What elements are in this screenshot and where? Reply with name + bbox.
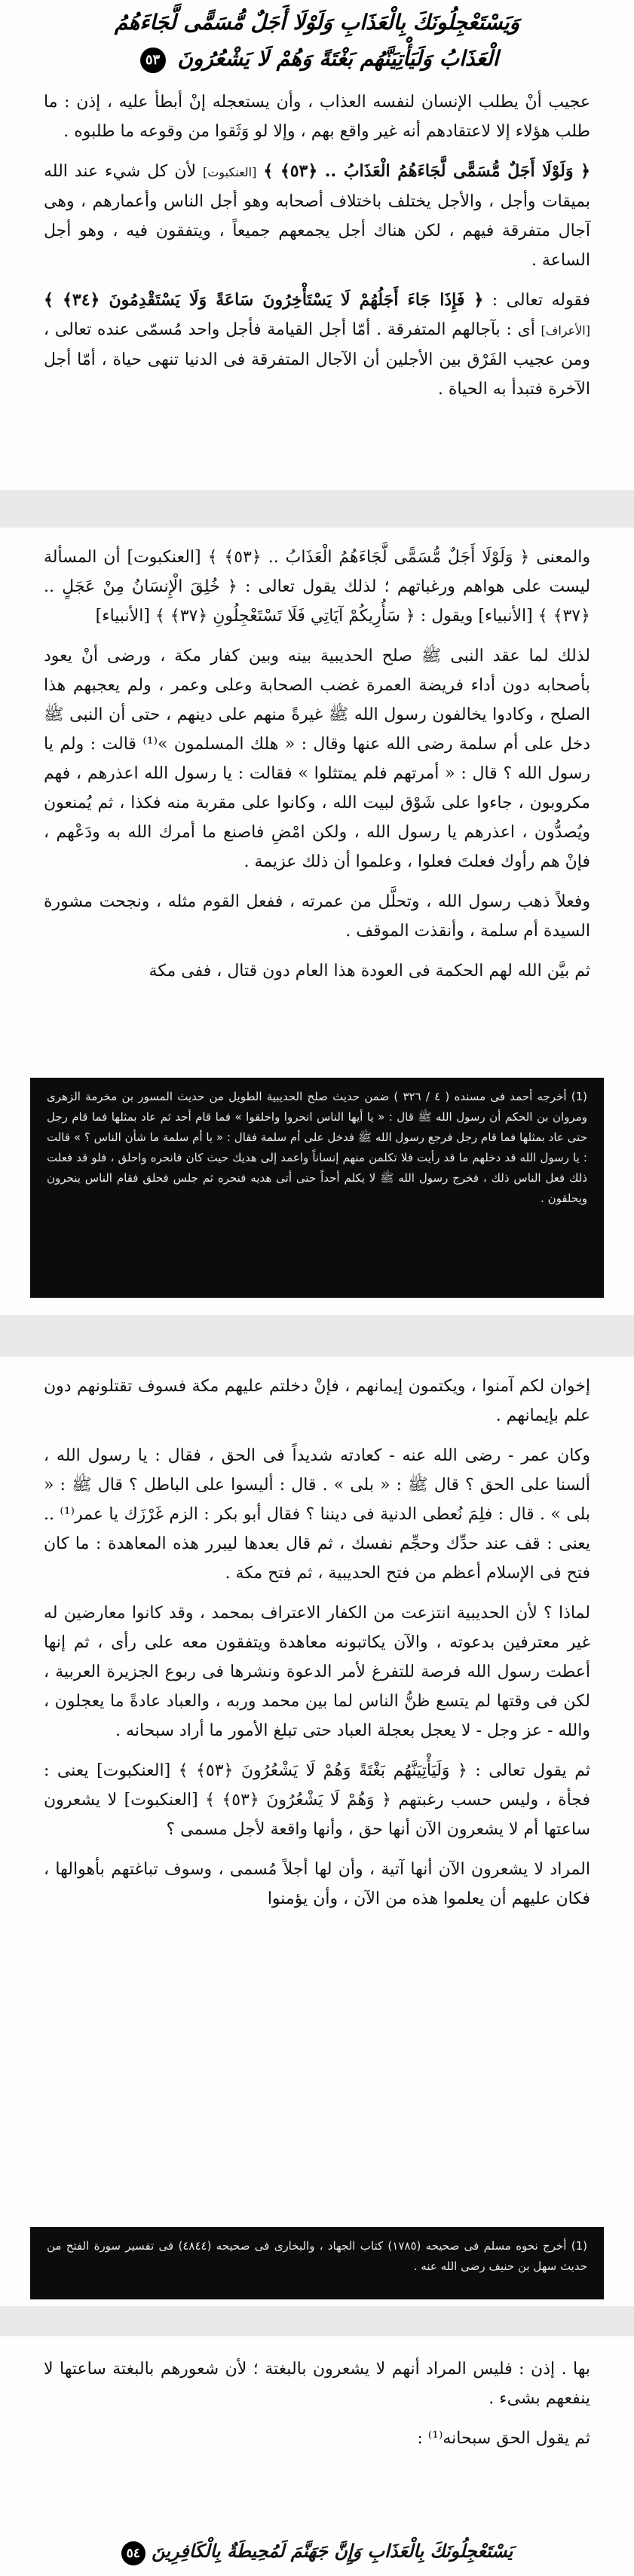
- page-gap: [0, 1315, 634, 1357]
- paragraph: وفعلاً ذهب رسول الله ، وتحلَّل من عمرته ، ففعل القوم مثله ، ونجحت مشورة السيدة أم سلمة ، وأنقذت الموقف .: [44, 892, 590, 941]
- quran-quote: ﴿ فَإِذَا جَاءَ أَجَلُهُمْ لَا يَسْتَأْخِرُونَ سَاعَةً وَلَا يَسْتَقْدِمُونَ ﴿٣٤﴾ ﴾: [44, 290, 484, 310]
- paragraph: عجيب أنْ يطلب الإنسان لنفسه العذاب ، وأن يستعجله إنْ أبطأ عليه ، إذن : ما طلب هؤلاء إلا لاعتقادهم أنه غير واقع بهم ، وإلا لو وَثَقوا من وقوعه ما طلبوه .: [44, 93, 590, 141]
- paragraph-text: لأن كل شيء عند الله بميقات وأجل ، والأجل يختلف باختلاف أصحابه وهو أجل الناس وأعمارهم ، وهى آجال متفرقة فيهم ، لكن هناك أجل يجمعهم جميعاً ، ويتفقون فيه ، وهو أجل الساعة .: [44, 162, 590, 270]
- page-gap: [0, 2306, 634, 2336]
- paragraph: بها . إذن : فليس المراد أنهم لا يشعرون بالبغتة ؛ لأن شعورهم بالبغتة ساعتها لا ينفعهم بشىء .: [44, 2360, 590, 2408]
- verse-number-badge: ٥٤: [121, 2541, 145, 2565]
- banner-line-1: وَيَسْتَعْجِلُونَكَ بِالْعَذَابِ وَلَوْلَا أَجَلٌ مُّسَمًّى لَّجَاءَهُمُ: [114, 10, 520, 35]
- verse-number-badge: ٥٣: [140, 47, 166, 73]
- footnote-box: (1) أخرج نحوه مسلم فى صحيحه (١٧٨٥) كتاب الجهاد ، والبخارى فى صحيحه (٤٨٤٤) فى تفسير سورة الفتح من حديث سهل بن حنيف رضى الله عنه .: [30, 2227, 604, 2299]
- paragraph: المراد لا يشعرون الآن أنها آتية ، وأن لها أجلاً مُسمى ، وسوف تباغتهم بأهوالها ، فكان عليهم أن يعلموا هذه من الآن ، وأن يؤمنوا: [44, 1860, 590, 1908]
- page-3: [0, 1357, 634, 2306]
- paragraph: [44, 157, 590, 275]
- paragraph: لماذا ؟ لأن الحديبية انتزعت من الكفار الاعتراف بمحمد ، وقد كانوا معارضين له غير معترفين بدعوته ، والآن يكاتبونه معاهدة ويتفقون معه على رأى ، ثم إنها أعطت رسول الله فرصة للتفرغ لأمر الدعوة ونشرها فى ربوع الجزيرة العربية ، لكن فى وقتها لم يتسع ظنُّ الناس لما بين محمد وربه ، والعباد عادةً ما يعجلون ، والله - عز وجل - لا يعجل بعجلة العباد حتى تبلغ الأمور ما أراد سبحانه .: [44, 1604, 590, 1740]
- page-4: [0, 2336, 634, 2576]
- paragraph: والمعنى ﴿ وَلَوْلَا أَجَلٌ مُّسَمًّى لَّجَاءَهُمُ الْعَذَابُ .. ﴿٥٣﴾ ﴾ [العنكبوت] أن المسألة ليست على هواهم ورغباتهم ؛ لذلك يقول تعالى : ﴿ خُلِقَ الْإِنسَانُ مِنْ عَجَلٍ .. ﴿٣٧﴾ ﴾ [الأنبياء] ويقول : ﴿ سَأُرِيكُمْ آيَاتِي فَلَا تَسْتَعْجِلُونِ ﴿٣٧﴾ ﴾ [الأنبياء]: [44, 548, 590, 626]
- quran-quote: ﴿ وَلَوْلَا أَجَلٌ مُّسَمًّى لَّجَاءَهُمُ الْعَذَابُ .. ﴿٥٣﴾ ﴾: [263, 161, 590, 181]
- surah-reference: [الأعراف]: [541, 323, 590, 338]
- paragraph: ثم يقول الحق سبحانه⁽¹⁾ :: [417, 2429, 590, 2448]
- paragraph: إخوان لكم آمنوا ، ويكتمون إيمانهم ، فإنْ دخلتم عليهم مكة فسوف تقتلونهم دون علم بإيمانهم .: [44, 1377, 590, 1425]
- page-gap: [0, 490, 634, 528]
- paragraph: ثم بيَّن الله لهم الحكمة فى العودة هذا العام دون قتال ، ففى مكة: [149, 962, 590, 981]
- banner-line-2-text: الْعَذَابُ وَلَيَأْتِيَنَّهُم بَغْتَةً وَهُمْ لَا يَشْعُرُونَ: [177, 46, 499, 71]
- paragraph: وكان عمر - رضى الله عنه - كعادته شديداً فى الحق ، فقال : يا رسول الله ، ألسنا على الحق ؟ قال ﷺ : « بلى » . قال : أليسوا على الباطل ؟ قال ﷺ : « بلى » . قال : فلِمَ نُعطى الدنية فى ديننا ؟ فقال أبو بكر : الزم غَرْزَك يا عمر⁽¹⁾ .. يعنى : قف عند حدِّك وحجِّم نفسك ، ثم قال بعدها ليبرر هذه المعاهدة : ما كان فتح فى الإسلام أعظم من فتح الحديبية ، ثم فتح مكة .: [44, 1446, 590, 1583]
- verse-banner: [44, 2540, 590, 2565]
- page-1: [0, 0, 634, 490]
- paragraph: ثم يقول تعالى : ﴿ وَلَيَأْتِيَنَّهُم بَغْتَةً وَهُمْ لَا يَشْعُرُونَ ﴿٥٣﴾ ﴾ [العنكبوت] يعنى : فجأة ، وليس حسب رغبتهم ﴿ وَهُمْ لَا يَشْعُرُونَ ﴿٥٣﴾ ﴾ [العنكبوت] لا يشعرون ساعتها أم لا يشعرون الآن أنها حق ، وأنها واقعة لأجل مسمى ؟: [44, 1761, 590, 1839]
- verse-banner: [44, 0, 590, 77]
- banner-line-2: [44, 41, 590, 77]
- surah-reference: [العنكبوت]: [203, 165, 257, 179]
- paragraph: [44, 286, 590, 404]
- paragraph-text: أى : بآجالهم المتفرقة . أمّا أجل القيامة فأجل واحد مُسمّى عنده تعالى ، ومن عجيب الفَرْق بين الأجلين أن الآجال المتفرقة فى الدنيا تنهى حياة ، أمّا أجل الآخرة فتبدأ به الحياة .: [44, 320, 590, 399]
- footnote-box: (1) أخرجه أحمد فى مسنده ( ٤ / ٣٢٦ ) ضمن حديث صلح الحديبية الطويل من حديث المسور بن مخرمة الزهرى ومروان بن الحكم أن رسول الله ﷺ قال : « يا أيها الناس انحروا واحلقوا » فما قام أحد ثم عاد بمثلها فما قام رجل حتى عاد بمثلها فما قام رجل فرجع رسول الله ﷺ فدخل على أم سلمة فقال : « يا أم سلمة ما شأن الناس ؟ » قالت : يا رسول الله قد دخلهم ما قد رأيت فلا تكلمن منهم إنساناً واعمد إلى هديك حيث كان فانحره واحلق ، فلو قد فعلت ذلك فعل الناس ذلك ، فخرج رسول الله ﷺ لا يكلم أحداً حتى أتى هديه فنحره ثم جلس فحلق فقام الناس ينحرون ويحلقون .: [30, 1078, 604, 1298]
- banner-text: يَسْتَعْجِلُونَكَ بِالْعَذَابِ وَإِنَّ جَهَنَّمَ لَمُحِيطَةٌ بِالْكَافِرِينَ: [152, 2540, 513, 2562]
- paragraph-lead: فقوله تعالى :: [492, 291, 590, 310]
- paragraph: لذلك لما عقد النبى ﷺ صلح الحديبية بينه وبين كفار مكة ، ورضى أنْ يعود بأصحابه دون أداء فريضة العمرة غضب الصحابة وعلى وعمر ، ولم يعجبهم هذا الصلح ، وكادوا يخالفون رسول الله ﷺ غيرةً منهم على دينهم ، حتى أن النبى ﷺ دخل على أم سلمة رضى الله عنها وقال : « هلك المسلمون »⁽¹⁾ قالت : ولم يا رسول الله ؟ قال : « أمرتهم فلم يمتثلوا » فقالت : يا رسول الله اعذرهم ، فهم مكروبون ، جاءوا على شَوْق لبيت الله ، وكانوا على مقربة منه فكذا ، ثم يُمنعون ويُصدُّون ، اعذرهم يا رسول الله ، ولكن امْضِ فاصنع ما أمرك الله به ودَعْهم ، فإنْ هم رأوك فعلتَ فعلوا ، وعلموا أن ذلك عزيمة .: [44, 647, 590, 871]
